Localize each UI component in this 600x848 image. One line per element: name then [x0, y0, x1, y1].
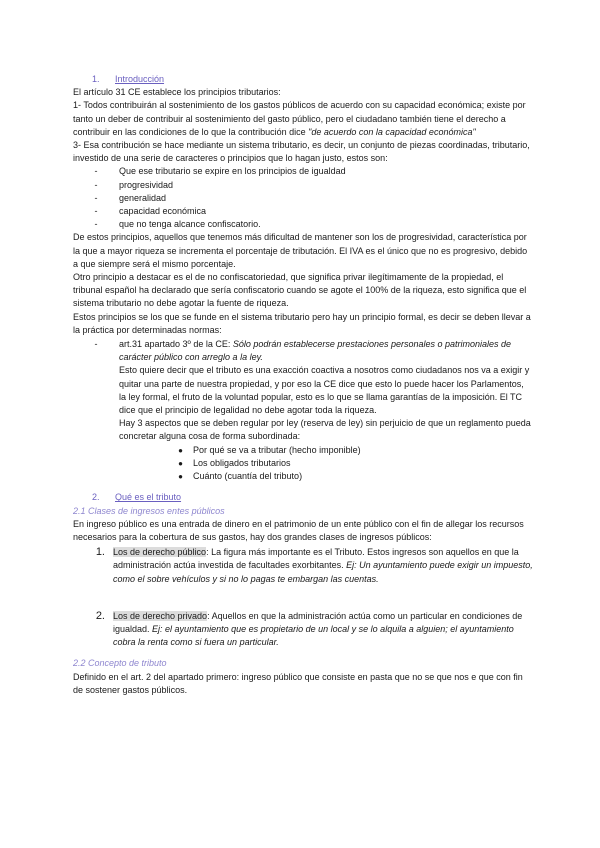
private-law-example: Ej: el ayuntamiento que es propietario de un local y se lo alquila a alguien; el ayuntamiento cobra la renta como si fuera un particular. [113, 623, 514, 648]
public-law-example: Ej: Un ayuntamiento puede exigir un impuesto, como el sobre vehículos y si no lo pagas te embargan las cuentas. [113, 560, 533, 584]
private-law-label: Los de derecho privado [113, 610, 208, 621]
section-1-number: 1. [92, 74, 100, 84]
dash-marker: - [94, 219, 98, 230]
public-law-label: Los de derecho público [113, 547, 207, 558]
private-law-text [113, 610, 533, 650]
list-item [153, 444, 533, 457]
tax-concept-paragraph: Definido en el art. 2 del apartado primero: ingreso público que consiste en pasta que no se que nos e que con fin de sostener gastos públicos. [73, 671, 523, 695]
list-item [73, 205, 533, 218]
dash-marker: - [94, 339, 98, 350]
principles-list [73, 165, 533, 231]
item-number: 2. [95, 609, 105, 622]
subsection-2-1-heading: 2.1 Clases de ingresos entes públicos [73, 505, 225, 516]
article-31-item [73, 338, 533, 483]
article-explanation-paragraph: Esto quiere decir que el tributo es una exacción coactiva a nosotros como ciudadanos nos va a exigir y quitar una parte de nuestra propiedad, y por eso la CE dice que esto lo puede hacer los Parlamentos, la ley formal, el fruto de la voluntad popular, esto es lo que se llama garantías de la imposición. El TC dice que el principio de legalidad no debe agotar toda la riqueza. [119, 365, 530, 416]
principle-1-quote: "de acuerdo con la capacidad económica" [308, 126, 476, 137]
principle-item: progresividad [119, 179, 174, 190]
subsection-2-2-heading: 2.2 Concepto de tributo [73, 658, 167, 669]
section-2-title[interactable]: Qué es el tributo [115, 492, 182, 503]
public-law-text [113, 546, 533, 586]
public-law-item [73, 546, 533, 586]
principle-item: generalidad [119, 192, 167, 203]
principle-item: que no tenga alcance confiscatorio. [119, 219, 261, 230]
aspects-list [153, 444, 533, 484]
item-number: 1. [95, 546, 105, 559]
dash-marker: - [94, 192, 98, 203]
principle-1-paragraph [73, 99, 533, 139]
section-1-heading [73, 73, 533, 86]
list-item [73, 179, 533, 192]
aspect-item: Los obligados tributarios [193, 457, 291, 468]
progressivity-paragraph: De estos principios, aquellos que tenemos más dificultad de mantener son los de progresividad, característica por la que a mayor riqueza se incrementa el porcentaje de tributación. El IVA es el único que no es progresivo, debido a que siempre será el mismo porcentaje. [73, 232, 528, 269]
principle-3-paragraph: 3- Esa contribución se hace mediante un sistema tributario, es decir, un conjunto de piezas coordinadas, tributario, investido de una serie de caracteres o principios que lo hagan justo, estos son: [73, 140, 530, 164]
formal-principle-paragraph: Estos principios se los que se funde en el sistema tributario pero hay un principio formal, es decir se deben llevar a la práctica por determinadas normas: [73, 311, 531, 335]
confiscation-paragraph: Otro principio a destacar es el de no confiscatoriedad, que significa privar ilegítimamente de la propiedad, el tribunal español ha declarado que sería confiscatorio cuando se agote el 100% de la riqueza, esto significa que el sistema tributario no debe agotar la fuente de riqueza. [73, 272, 527, 309]
dash-marker: - [94, 179, 98, 190]
bullet-marker: ● [178, 458, 183, 468]
principle-item: Que ese tributario se expire en los principios de igualdad [119, 166, 346, 177]
principle-item: capacidad económica [119, 206, 207, 217]
reserva-de-ley-paragraph: Hay 3 aspectos que se deben regular por ley (reserva de ley) sin perjuicio de que un reglamento pueda concretar alguna cosa de forma subordinada: [119, 418, 531, 442]
list-item [73, 218, 533, 231]
article-31-quote: Sólo podrán establecerse prestaciones personales o patrimoniales de carácter público con arreglo a la ley. [119, 339, 512, 363]
article-31-line [119, 338, 533, 364]
private-law-item [73, 610, 533, 650]
principle-1-text: 1- Todos contribuirán al sostenimiento de los gastos públicos de acuerdo con su capacidad económica; existe por tanto un deber de contribuir al sostenimiento del gasto público, pero el ciudadano también tiene el derecho a contribuir en las condiciones de lo que la contribución dice [73, 100, 526, 137]
private-law-description: : Aquellos en que la administración actúa como un particular en condiciones de igualdad. [113, 610, 523, 634]
list-item [73, 192, 533, 205]
list-item [73, 165, 533, 178]
dash-marker: - [94, 206, 98, 217]
aspect-item: Cuánto (cuantía del tributo) [193, 471, 303, 482]
section-2-heading [73, 491, 533, 504]
article-31-label: art.31 apartado 3º de la CE: [119, 339, 233, 350]
section-2-number: 2. [92, 492, 100, 503]
public-law-description: : La figura más importante es el Tributo. Estos ingresos son aquellos en que la administración actúa investida de facultades exorbitantes. [113, 547, 519, 571]
document-page [73, 73, 533, 697]
aspect-item: Por qué se va a tributar (hecho imponible) [193, 444, 361, 455]
dash-marker: - [94, 166, 98, 177]
section-1-title[interactable]: Introducción [115, 74, 165, 84]
list-item [153, 457, 533, 470]
bullet-marker: ● [178, 445, 183, 455]
public-income-paragraph: En ingreso público es una entrada de dinero en el patrimonio de un ente público con el fin de allegar los recursos necesarios para la cobertura de sus gastos, hay dos grandes clases de ingresos públicos: [73, 518, 524, 542]
list-item [153, 470, 533, 483]
intro-paragraph: El artículo 31 CE establece los principios tributarios: [73, 87, 281, 98]
bullet-marker: ● [178, 472, 183, 482]
